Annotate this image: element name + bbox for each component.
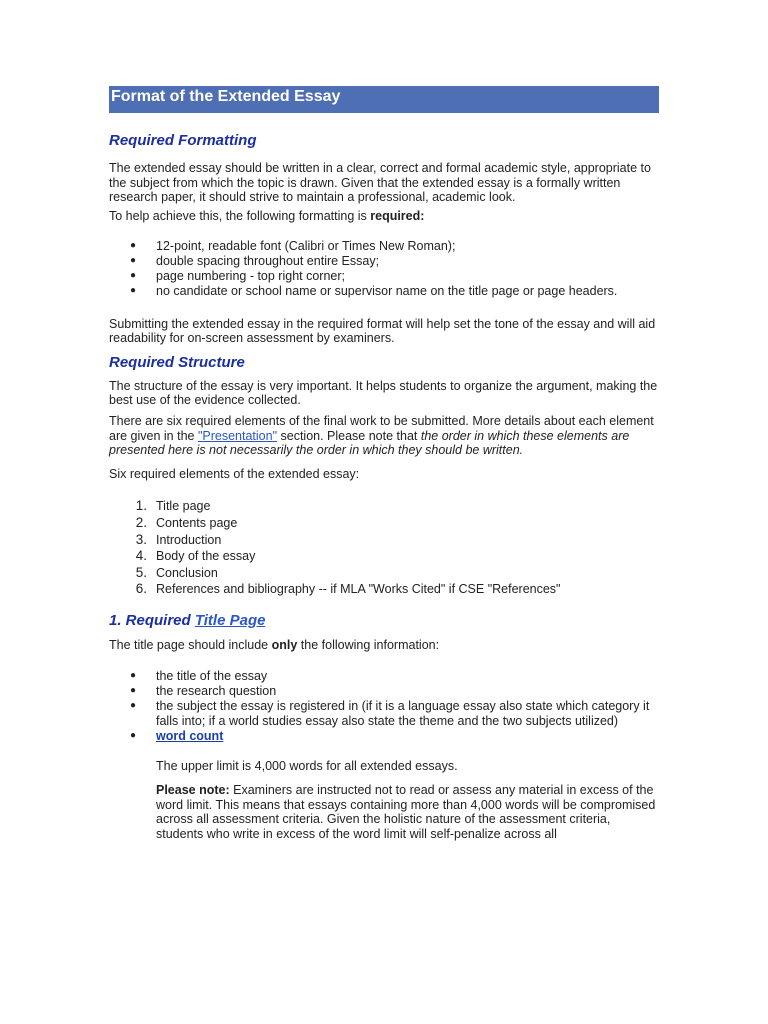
paragraph-text: section. Please note that bbox=[277, 428, 421, 443]
list-item bbox=[109, 498, 659, 515]
document-page bbox=[109, 86, 659, 841]
list-item bbox=[109, 254, 659, 269]
paragraph bbox=[109, 783, 659, 841]
list-item bbox=[109, 581, 659, 598]
bullet-icon: ● bbox=[130, 670, 137, 682]
list-number: 4. bbox=[135, 548, 147, 564]
list-number: 6. bbox=[135, 581, 147, 597]
list-item bbox=[109, 565, 659, 582]
list-item bbox=[109, 669, 659, 684]
list-item-text: the research question bbox=[156, 684, 277, 699]
title-page-list bbox=[109, 669, 659, 743]
bold-text: Please note: bbox=[156, 783, 230, 798]
heading-text: 1. Required bbox=[109, 611, 195, 629]
list-number: 5. bbox=[135, 564, 147, 580]
list-item bbox=[109, 699, 659, 729]
paragraph: The upper limit is 4,000 words for all extended essays. bbox=[156, 759, 458, 774]
list-number: 1. bbox=[135, 498, 147, 514]
list-item bbox=[109, 239, 659, 254]
list-number: 3. bbox=[135, 531, 147, 547]
paragraph bbox=[109, 209, 659, 224]
bold-text: only bbox=[271, 637, 298, 652]
bullet-icon: ● bbox=[130, 240, 137, 252]
list-item-text: double spacing throughout entire Essay; bbox=[156, 254, 380, 269]
list-number: 2. bbox=[135, 514, 147, 530]
bullet-icon: ● bbox=[130, 284, 137, 296]
section-heading-required-structure: Required Structure bbox=[109, 353, 245, 371]
list-item-text: Body of the essay bbox=[156, 549, 256, 564]
bullet-icon: ● bbox=[130, 269, 137, 281]
bullet-icon: ● bbox=[130, 729, 137, 741]
paragraph: Six required elements of the extended essay: bbox=[109, 466, 360, 481]
paragraph-text: Examiners are instructed not to read or assess any material in excess of the word limit. This means that essays containing more than 4,000 words will be compromised across all assessment criteria. Given the holistic nature of the assessment criteria, students who write in excess of the word limit will self-penalize across all bbox=[156, 783, 656, 841]
paragraph bbox=[109, 638, 659, 653]
paragraph: The extended essay should be written in a clear, correct and formal academic style, appropriate to the subject from which the topic is drawn. Given that the extended essay is a formally written research paper, it should strive to maintain a professional, academic look. bbox=[109, 161, 651, 205]
list-item-text: page numbering - top right corner; bbox=[156, 268, 345, 283]
list-item-text: Contents page bbox=[156, 515, 238, 530]
bold-text: required: bbox=[370, 208, 425, 223]
list-item bbox=[109, 532, 659, 549]
list-item-text: the title of the essay bbox=[156, 669, 268, 684]
required-elements-list bbox=[109, 498, 659, 598]
list-item-text: Introduction bbox=[156, 532, 222, 547]
list-item-text: References and bibliography -- if MLA "Works Cited" if CSE "References" bbox=[156, 582, 561, 597]
presentation-link[interactable]: "Presentation" bbox=[197, 428, 278, 443]
bullet-icon: ● bbox=[130, 685, 137, 697]
list-item bbox=[109, 515, 659, 532]
paragraph-text: the following information: bbox=[297, 637, 440, 652]
list-item bbox=[109, 548, 659, 565]
list-item-text: 12-point, readable font (Calibri or Times New Roman); bbox=[156, 239, 456, 254]
paragraph-text: To help achieve this, the following formatting is bbox=[109, 208, 371, 223]
title-page-link[interactable]: Title Page bbox=[194, 611, 266, 629]
italic-text: the order in which these elements are presented here is not necessarily the order in which they should be written. bbox=[109, 428, 630, 458]
page-title: Format of the Extended Essay bbox=[109, 86, 659, 113]
list-item-text: Title page bbox=[156, 499, 211, 514]
word-count-link[interactable]: word count bbox=[156, 728, 224, 743]
section-heading-required-formatting: Required Formatting bbox=[109, 132, 257, 149]
list-item bbox=[109, 729, 659, 744]
bullet-icon: ● bbox=[130, 700, 137, 712]
paragraph: The structure of the essay is very important. It helps students to organize the argument, making the best use of the evidence collected. bbox=[109, 378, 658, 408]
section-heading-title-page bbox=[109, 612, 659, 629]
list-item bbox=[109, 269, 659, 284]
list-item bbox=[109, 284, 659, 299]
formatting-list bbox=[109, 239, 659, 298]
bullet-icon: ● bbox=[130, 255, 137, 267]
list-item-text: no candidate or school name or supervisor name on the title page or page headers. bbox=[156, 283, 618, 298]
list-item bbox=[109, 684, 659, 699]
paragraph-text: The title page should include bbox=[109, 637, 272, 652]
list-item-text: the subject the essay is registered in (if it is a language essay also state which category it falls into; if a world studies essay also state the theme and the two subjects utilized) bbox=[156, 699, 650, 728]
list-item-text: Conclusion bbox=[156, 565, 218, 580]
paragraph: Submitting the extended essay in the required format will help set the tone of the essay and will aid readability for on-screen assessment by examiners. bbox=[109, 316, 656, 346]
paragraph-text: There are six required elements of the final work to be submitted. More details about each element are given in the bbox=[109, 413, 654, 443]
paragraph bbox=[109, 414, 659, 458]
